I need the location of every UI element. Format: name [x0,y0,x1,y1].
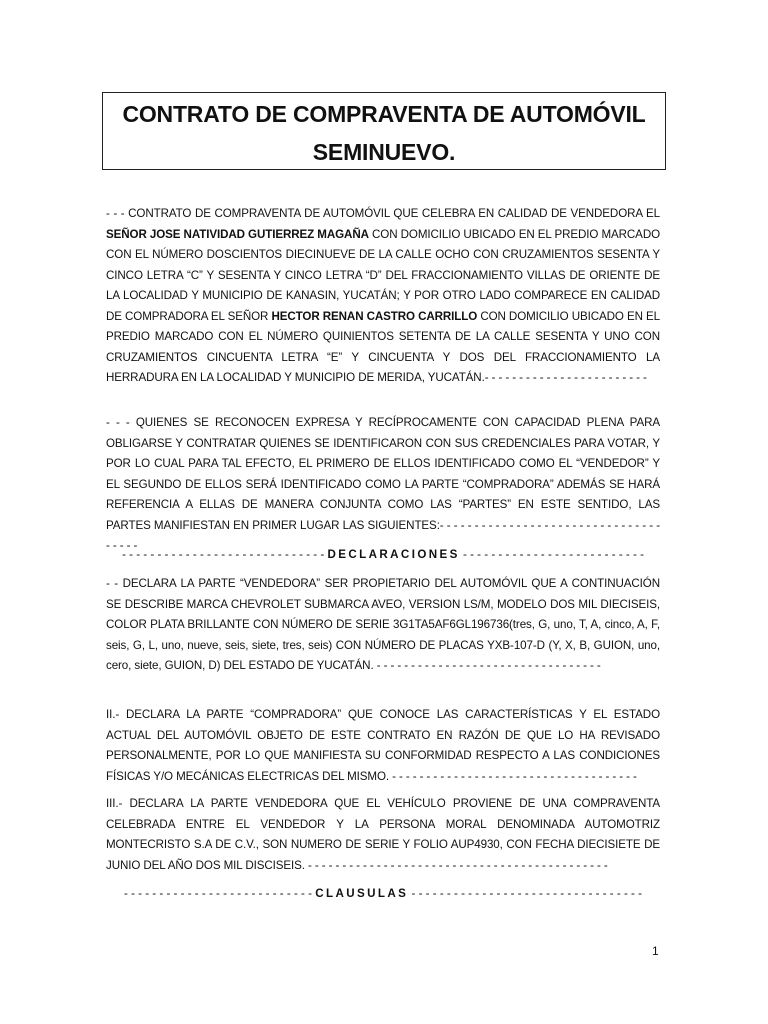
page-number: 1 [652,944,659,958]
declarations-dashes-right: - - - - - - - - - - - - - - - - - - - - - - - - - - [459,548,644,561]
declarations-heading [106,545,660,565]
declaration-2: II.- DECLARA LA PARTE “COMPRADORA” QUE CONOCE LAS CARACTERÍSTICAS Y EL ESTADO ACTUAL DEL AUTOMÓVIL OBJETO DE ESTE CONTRATO EN RAZÓN DE QUE LO HA REVISADO PERSONALMENTE, POR LO QUE MANIFIESTA SU CONFORMIDAD RESPECTO A LAS CONDICIONES FÍSICAS Y/O MECÁNICAS ELECTRICAS DEL MISMO. - - - - - - - - - - - - - - - - - - - - - - - - - - - - - - - - - - - - [106,708,660,783]
paragraph-parties-intro: - - - CONTRATO DE COMPRAVENTA DE AUTOMÓVIL QUE CELEBRA EN CALIDAD DE VENDEDORA EL [106,207,660,220]
document-title [102,92,666,170]
declarations-label: DECLARACIONES [327,548,460,561]
clauses-dashes-right: - - - - - - - - - - - - - - - - - - - - - - - - - - - - - - - - - [408,887,643,900]
declaration-1: - - DECLARA LA PARTE “VENDEDORA” SER PROPIETARIO DEL AUTOMÓVIL QUE A CONTINUACIÓN SE DESCRIBE MARCA CHEVROLET SUBMARCA AVEO, VERSION LS/M, MODELO DOS MIL DIECISEIS, COLOR PLATA BRILLANTE CON NÚMERO DE SERIE 3G1TA5AF6GL196736(tres, G, uno, T, A, cinco, A, F, seis, G, L, uno, nueve, seis, siete, tres, seis) CON NÚMERO DE PLACAS YXB-107-D (Y, X, B, GUION, uno, cero, siete, GUION, D) DEL ESTADO DE YUCATÁN. - - - - - - - - - - - - - - - - - - - - - - - - - - - - - - - - - [106,577,660,672]
declaration-3: III.- DECLARA LA PARTE VENDEDORA QUE EL VEHÍCULO PROVIENE DE UNA COMPRAVENTA CELEBRADA ENTRE EL VENDEDOR Y LA PERSONA MORAL DENOMINADA AUTOMOTRIZ MONTECRISTO S.A DE C.V., SON NUMERO DE SERIE Y FOLIO AUP4930, CON FECHA DIECISIETE DE JUNIO DEL AÑO DOS MIL DISCISEIS. - - - - - - - - - - - - - - - - - - - - - - - - - - - - - - - - - - - - - - - - - - - - [106,797,660,872]
clauses-heading [106,884,660,904]
paragraph-parties-middle: CON DOMICILIO UBICADO EN EL PREDIO MARCADO CON EL NÚMERO DOSCIENTOS DIECINUEVE DE LA CALLE OCHO CON CRUZAMIENTOS SESENTA Y CINCO LETRA “C” Y SESENTA Y CINCO LETRA “D” DEL FRACCIONAMIENTO VILLAS DE ORIENTE DE LA LOCALIDAD Y MUNICIPIO DE KANASIN, YUCATÁN; Y POR OTRO LADO COMPARECE EN CALIDAD DE COMPRADORA EL SEÑOR [106,227,661,323]
title-line-2: SEMINUEVO. [312,139,456,165]
seller-name: SEÑOR JOSE NATIVIDAD GUTIERREZ MAGAÑA [106,227,369,241]
paragraph-parties [106,204,660,389]
title-line-1: CONTRATO DE COMPRAVENTA DE AUTOMÓVIL [122,101,646,127]
buyer-name: HECTOR RENAN CASTRO CARRILLO [271,309,478,323]
declarations-dashes-left: - - - - - - - - - - - - - - - - - - - - - - - - - - - - - [122,548,328,561]
clauses-dashes-left: - - - - - - - - - - - - - - - - - - - - - - - - - - - [123,887,316,900]
clauses-label: CLAUSULAS [315,887,409,900]
paragraph-parties-end: CON DOMICILIO UBICADO EN EL PREDIO MARCADO CON EL NÚMERO QUINIENTOS SETENTA DE LA CALLE SESENTA Y UNO CON CRUZAMIENTOS CINCUENTA LETRA “E” Y CINCUENTA Y DOS DEL FRACCIONAMIENTO LA HERRADURA EN LA LOCALIDAD Y MUNICIPIO DE MERIDA, YUCATÁN.- - - - - - - - - - - - - - - - - - - - - - - - [106,309,660,384]
paragraph-recognition: - - - QUIENES SE RECONOCEN EXPRESA Y RECÍPROCAMENTE CON CAPACIDAD PLENA PARA OBLIGARSE Y CONTRATAR QUIENES SE IDENTIFICARON CON SUS CREDENCIALES PARA VOTAR, Y POR LO CUAL PARA TAL EFECTO, EL PRIMERO DE ELLOS IDENTIFICADO COMO EL “VENDEDOR” Y EL SEGUNDO DE ELLOS SERÁ IDENTIFICADO COMO LA PARTE “COMPRADORA” ADEMÁS SE HARÁ REFERENCIA A ELLAS DE MANERA CONJUNTA COMO LAS “PARTES” EN ESTE SENTIDO, LAS PARTES MANIFIESTAN EN PRIMER LUGAR LAS SIGUIENTES:- - - - - - - - - - - - - - - - - - - - - - - - - - - - - - - - - - - - - [106,416,660,552]
